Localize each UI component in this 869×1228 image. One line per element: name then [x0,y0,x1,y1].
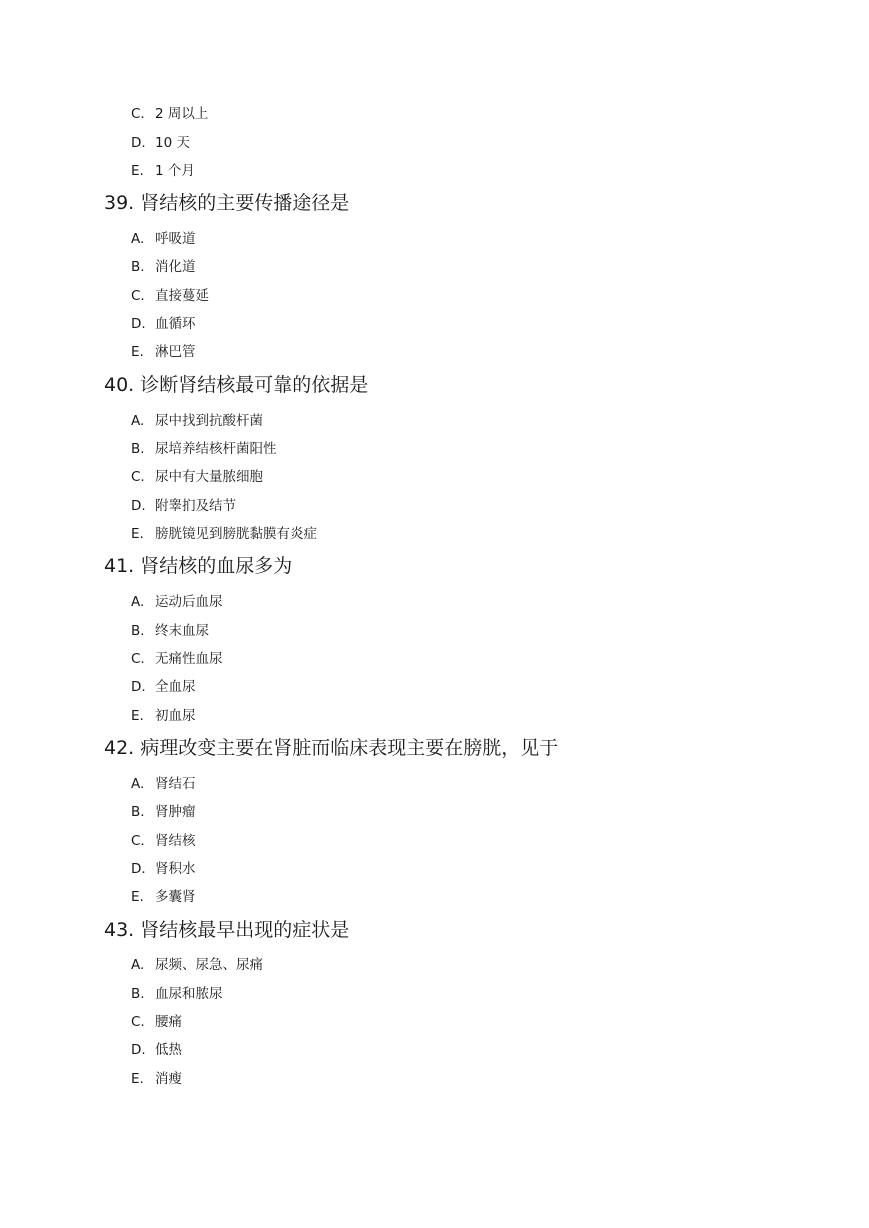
option-letter: C. [131,833,145,849]
option-letter: E. [131,526,144,542]
option-letter: E. [131,163,144,179]
option-letter: E. [131,889,144,905]
question-text: 肾结核的主要传播途径是 [140,192,350,214]
question-number: 41. [104,555,135,577]
option-text: 血循环 [155,316,196,332]
option-item [131,1039,182,1061]
option-item [131,132,190,154]
question-text: 诊断肾结核最可靠的依据是 [140,374,369,396]
option-item [131,705,196,727]
option-item [131,285,209,307]
question-text: 肾结核的血尿多为 [140,555,293,577]
option-item [131,676,196,698]
question-number: 39. [104,192,135,214]
question-43-heading [104,915,349,945]
option-item [131,954,263,976]
option-text: 淋巴管 [155,344,196,360]
option-text: 呼吸道 [155,231,196,247]
option-item [131,228,196,250]
option-letter: C. [131,106,145,122]
option-item [131,830,196,852]
option-letter: B. [131,259,145,275]
option-letter: C. [131,288,145,304]
option-letter: A. [131,594,145,610]
option-item [131,466,263,488]
question-text: 病理改变主要在肾脏而临床表现主要在膀胱，见于 [140,737,559,759]
question-41-heading [104,551,292,581]
option-item [131,103,208,125]
option-text: 尿中找到抗酸杆菌 [155,413,263,429]
option-letter: B. [131,986,145,1002]
option-item [131,341,196,363]
option-text: 附睾扪及结节 [155,498,236,514]
option-text: 肾结核 [155,833,196,849]
option-item [131,886,196,908]
option-item [131,773,196,795]
option-letter: D. [131,679,146,695]
option-letter: C. [131,469,145,485]
option-letter: E. [131,1071,144,1087]
option-text: 2 周以上 [155,106,209,122]
option-text: 尿中有大量脓细胞 [155,469,263,485]
question-text: 肾结核最早出现的症状是 [140,919,350,941]
option-item [131,591,223,613]
option-letter: B. [131,623,145,639]
option-text: 运动后血尿 [155,594,223,610]
option-text: 多囊肾 [155,889,196,905]
option-letter: C. [131,1014,145,1030]
option-text: 肾结石 [155,776,196,792]
option-letter: D. [131,135,146,151]
question-40-heading [104,370,368,400]
option-letter: D. [131,1042,146,1058]
option-item [131,801,196,823]
option-item [131,983,223,1005]
option-letter: D. [131,316,146,332]
option-text: 尿频、尿急、尿痛 [155,957,263,973]
option-item [131,858,196,880]
question-number: 43. [104,919,135,941]
option-text: 膀胱镜见到膀胱黏膜有炎症 [155,526,317,542]
option-item [131,160,195,182]
option-text: 肾肿瘤 [155,804,196,820]
option-item [131,256,196,278]
option-letter: A. [131,957,145,973]
option-text: 直接蔓延 [155,288,209,304]
option-letter: B. [131,441,145,457]
option-letter: C. [131,651,145,667]
option-text: 消化道 [155,259,196,275]
question-39-heading [104,188,349,218]
option-text: 终末血尿 [155,623,209,639]
option-letter: E. [131,344,144,360]
option-text: 初血尿 [155,708,196,724]
question-42-heading [104,733,558,763]
question-number: 42. [104,737,135,759]
option-text: 腰痛 [155,1014,182,1030]
option-text: 10 天 [155,135,190,151]
option-item [131,1011,182,1033]
option-letter: B. [131,804,145,820]
question-number: 40. [104,374,135,396]
option-item [131,438,277,460]
option-item [131,495,236,517]
option-letter: A. [131,231,145,247]
option-letter: D. [131,861,146,877]
option-item [131,313,196,335]
option-text: 血尿和脓尿 [155,986,223,1002]
option-text: 无痛性血尿 [155,651,223,667]
option-text: 肾积水 [155,861,196,877]
option-item [131,620,209,642]
option-text: 全血尿 [155,679,196,695]
option-letter: A. [131,776,145,792]
option-text: 消瘦 [155,1071,182,1087]
option-letter: E. [131,708,144,724]
option-item [131,1068,182,1090]
option-letter: D. [131,498,146,514]
option-text: 低热 [155,1042,182,1058]
option-item [131,410,263,432]
option-item [131,648,223,670]
option-item [131,523,317,545]
option-text: 1 个月 [155,163,195,179]
option-letter: A. [131,413,145,429]
option-text: 尿培养结核杆菌阳性 [155,441,277,457]
